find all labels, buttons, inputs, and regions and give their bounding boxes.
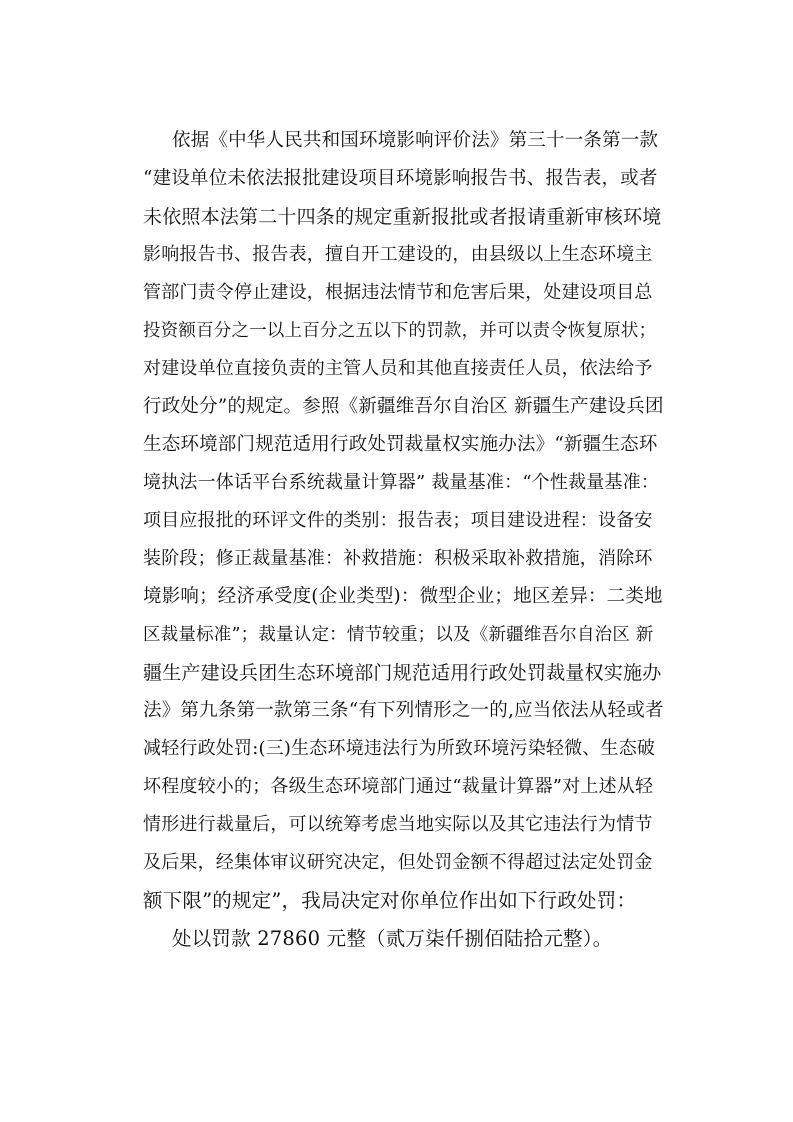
paragraph-line: 行政处分”的规定。参照《新疆维吾尔自治区 新疆生产建设兵团: [143, 396, 664, 417]
paragraph-line: 及后果，经集体审议研究决定，但处罚金额不得超过法定处罚金: [143, 852, 653, 873]
paragraph-line: 对建设单位直接负责的主管人员和其他直接责任人员，依法给予: [143, 358, 653, 379]
paragraph-line: 境执法一体话平台系统裁量计算器” 裁量基准：“个性裁量基准：: [143, 472, 660, 493]
paragraph-line: 投资额百分之一以上百分之五以下的罚款，并可以责令恢复原状；: [143, 321, 657, 341]
paragraph-line: 未依照本法第二十四条的规定重新报批或者报请重新审核环境: [143, 206, 662, 228]
paragraph-line: “建设单位未依法报批建设项目环境影响报告书、报告表，或者: [143, 168, 658, 189]
paragraph-line: 区裁量标准”；裁量认定：情节较重；以及《新疆维吾尔自治区 新: [143, 625, 654, 645]
paragraph-line: 额下限”的规定”，我局决定对你单位作出如下行政处罚：: [143, 889, 637, 912]
paragraph-line: 减轻行政处罚:(三)生态环境违法行为所致环境污染轻微、生态破: [143, 738, 656, 759]
paragraph-line: 生态环境部门规范适用行政处罚裁量权实施办法》“新疆生态环: [143, 434, 658, 455]
paragraph-line: 坏程度较小的；各级生态环境部门通过“裁量计算器”对上述从轻: [143, 776, 654, 797]
paragraph-line: 情形进行裁量后，可以统筹考虑当地实际以及其它违法行为情节: [143, 814, 653, 835]
paragraph-line: 影响报告书、报告表，擅自开工建设的，由县级以上生态环境主: [143, 244, 653, 265]
paragraph-line: 项目应报批的环评文件的类别：报告表；项目建设进程：设备安: [143, 510, 653, 531]
paragraph-line: 管部门责令停止建设，根据违法情节和危害后果，处建设项目总: [143, 282, 653, 303]
penalty-decision-line: 处以罚款 27860 元整（贰万柒仟捌佰陆拾元整）。: [172, 927, 613, 950]
paragraph-line: 装阶段；修正裁量基准：补救措施：积极采取补救措施，消除环: [143, 548, 653, 569]
paragraph-line: 依据《中华人民共和国环境影响评价法》第三十一条第一款: [172, 130, 659, 151]
paragraph-line: 疆生产建设兵团生态环境部门规范适用行政处罚裁量权实施办: [143, 662, 662, 684]
paragraph-line: 境影响；经济承受度(企业类型)：微型企业；地区差异：二类地: [143, 586, 663, 607]
paragraph-line: 法》第九条第一款第三条“有下列情形之一的,应当依法从轻或者: [143, 700, 664, 721]
